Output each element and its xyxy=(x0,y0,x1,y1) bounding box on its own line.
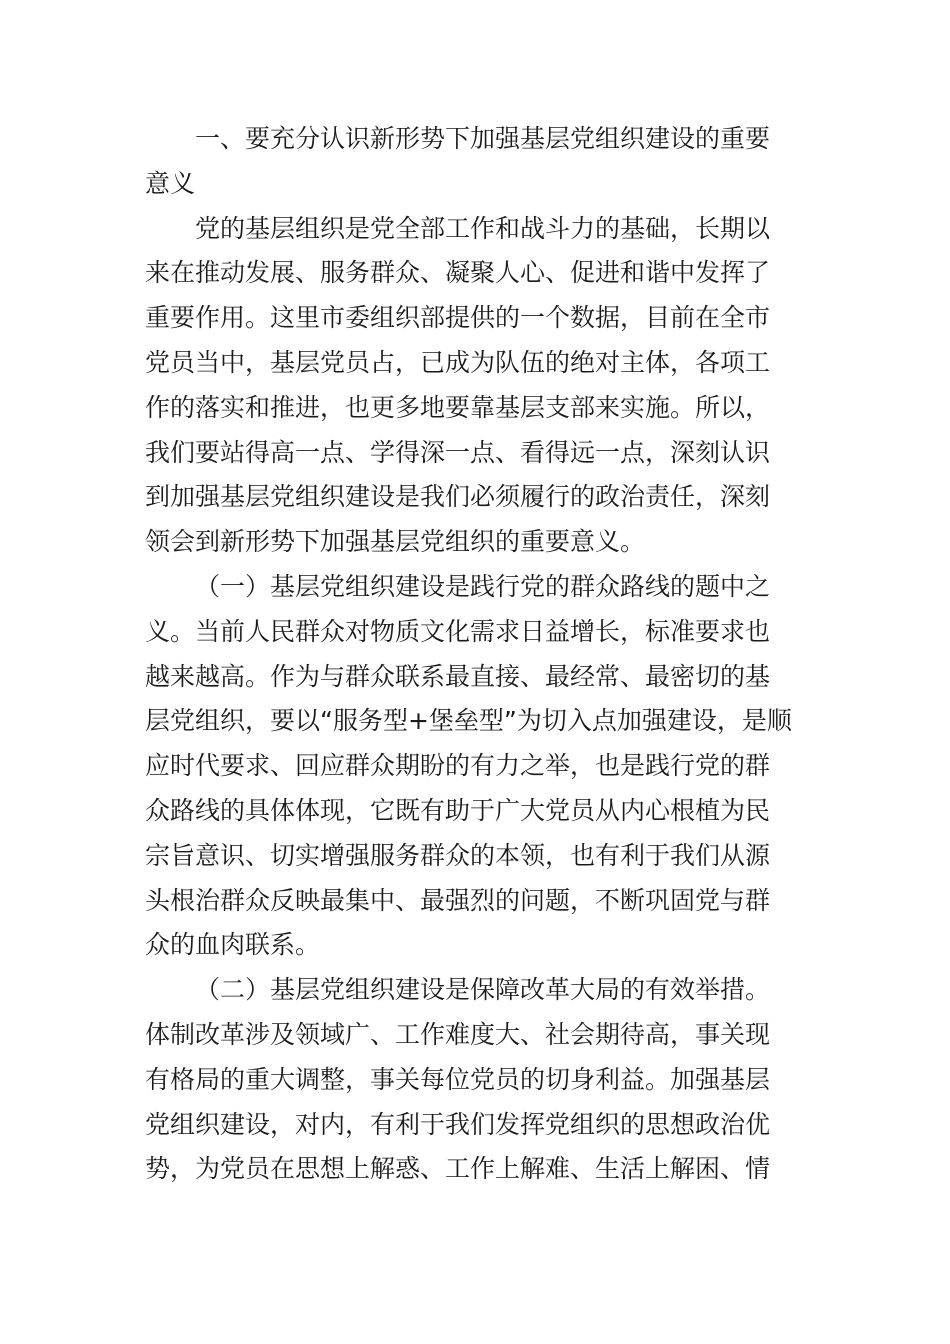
text-line: 众的血肉联系。 xyxy=(145,930,321,960)
text-line: 势，为党员在思想上解惑、工作上解难、生活上解困、情 xyxy=(145,1154,771,1184)
text-line: 领会到新形势下加强基层党组织的重要意义。 xyxy=(145,527,646,557)
paragraph-1 xyxy=(145,207,805,565)
text-line: 作的落实和推进，也更多地要靠基层支部来实施。所以， xyxy=(145,392,771,422)
text-line: 我们要站得高一点、学得深一点、看得远一点，深刻认识 xyxy=(145,437,771,467)
text-line: 党员当中，基层党员占，已成为队伍的绝对主体，各项工 xyxy=(145,347,771,377)
text-line: 党的基层组织是党全部工作和战斗力的基础，长期以 xyxy=(195,213,771,243)
section-heading xyxy=(145,117,805,207)
text-line: 义。当前人民群众对物质文化需求日益增长，标准要求也 xyxy=(145,616,771,646)
text-line: 层党组织，要以“服务型+堡垒型”为切入点加强建设，是顺 xyxy=(145,706,792,736)
text-line: 应时代要求、回应群众期盼的有力之举，也是践行党的群 xyxy=(145,751,771,781)
document-body xyxy=(145,117,805,1192)
text-line: 党组织建设，对内，有利于我们发挥党组织的思想政治优 xyxy=(145,1109,771,1139)
paragraph-2 xyxy=(145,565,805,968)
heading-line: 一、要充分认识新形势下加强基层党组织建设的重要 xyxy=(195,124,771,153)
text-line: 体制改革涉及领域广、工作难度大、社会期待高，事关现 xyxy=(145,1019,771,1049)
text-line: 到加强基层党组织建设是我们必须履行的政治责任，深刻 xyxy=(145,482,771,512)
text-line: 来在推动发展、服务群众、凝聚人心、促进和谐中发挥了 xyxy=(145,258,771,288)
paragraph-3 xyxy=(145,968,805,1192)
text-line: 众路线的具体体现，它既有助于广大党员从内心根植为民 xyxy=(145,795,771,825)
text-line: （二）基层党组织建设是保障改革大局的有效举措。 xyxy=(195,975,771,1005)
text-line: 宗旨意识、切实增强服务群众的本领，也有利于我们从源 xyxy=(145,840,771,870)
heading-line: 意义 xyxy=(145,168,196,198)
text-line: （一）基层党组织建设是践行党的群众路线的题中之 xyxy=(195,571,771,601)
text-line: 重要作用。这里市委组织部提供的一个数据，目前在全市 xyxy=(145,303,771,333)
text-line: 有格局的重大调整，事关每位党员的切身利益。加强基层 xyxy=(145,1064,771,1094)
text-line: 越来越高。作为与群众联系最直接、最经常、最密切的基 xyxy=(145,661,771,691)
text-line: 头根治群众反映最集中、最强烈的问题，不断巩固党与群 xyxy=(145,885,771,915)
